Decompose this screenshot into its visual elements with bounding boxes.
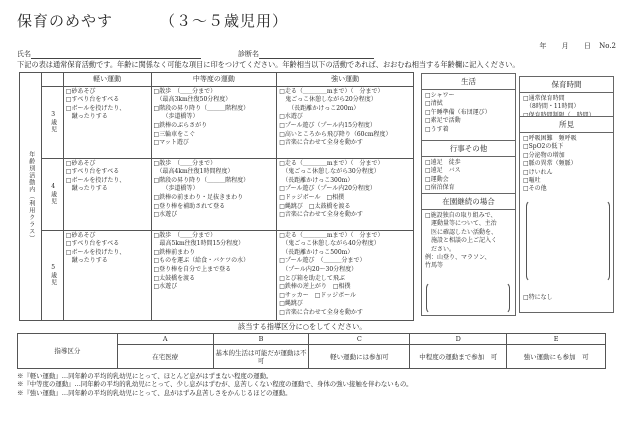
age-label: 3歳児 bbox=[41, 86, 63, 158]
checkbox-item[interactable]: □ドッジボール □相撲 bbox=[279, 193, 345, 201]
item-continuation: （鬼ごっこ休憩しながら30分程度） bbox=[279, 168, 380, 176]
item-continuation: （最高3km往復50分程度） bbox=[153, 96, 232, 104]
checkbox-item[interactable]: □清拭 bbox=[425, 100, 443, 108]
checkbox-item[interactable]: □縄跳び bbox=[279, 300, 303, 308]
checkbox-item[interactable]: □素足で活動 bbox=[425, 117, 461, 125]
item-continuation: 鬼ごっこ休憩しながら20分程度） bbox=[279, 96, 377, 104]
col-header-moderate: 中等度の運動 bbox=[151, 73, 277, 87]
diagnosis-input-line[interactable] bbox=[259, 50, 374, 59]
footnote-light: ※『軽い運動』…同年齢の平均的乳幼児にとって、ほとんど息がはずまない程度の運動。 bbox=[17, 372, 273, 380]
continuing-section bbox=[421, 193, 516, 316]
checkbox-item[interactable]: □施設独自の取り組みで、 bbox=[425, 212, 497, 219]
checkbox-item[interactable]: □サッカー □ドッジボール bbox=[279, 291, 357, 299]
checkbox-item[interactable]: □登り棒を自分で上まで登る bbox=[153, 265, 232, 273]
light-cell bbox=[63, 230, 151, 320]
guidance-desc-c[interactable]: 軽い運動には参加可 bbox=[309, 345, 410, 369]
checkbox-item[interactable]: □散歩 （＿＿分まで） bbox=[153, 231, 217, 239]
checkbox-item[interactable]: □砂あそび bbox=[65, 159, 96, 167]
example-text: 例：山登り、マラソン、 bbox=[425, 254, 491, 262]
blank-header bbox=[41, 73, 63, 87]
guidance-code-a[interactable]: A bbox=[117, 334, 213, 345]
instruction-text: 下記の表は通常保育活動です。年齢に関係なく可能な項目に印をつけてください。年齢相当以下の活動であれば、おおむね相当する年齢欄に記入ください。 bbox=[17, 60, 520, 69]
checkbox-item[interactable]: □音楽に合わせて全身を動かす bbox=[279, 211, 363, 219]
checkbox-item[interactable]: □ボールを投げたり、 bbox=[65, 176, 126, 184]
name-input-line[interactable] bbox=[31, 50, 201, 59]
checkbox-item[interactable]: □走る（＿＿＿＿mまで）（ 分まで） bbox=[279, 87, 384, 95]
diagnosis-field[interactable] bbox=[238, 49, 374, 59]
age-label: 4歳児 bbox=[41, 158, 63, 230]
strong-cell bbox=[277, 158, 414, 230]
checkbox-item[interactable]: □ボールを投げたり、 bbox=[65, 248, 126, 256]
light-cell bbox=[63, 158, 151, 230]
moderate-cell bbox=[151, 230, 277, 320]
care-hours-section bbox=[519, 76, 614, 118]
checkbox-item[interactable]: □鉄棒のぶらさがり bbox=[153, 121, 208, 129]
item-continuation: 施設と相談の上ご記入く bbox=[425, 237, 498, 245]
diagnosis-label: 診断名 bbox=[238, 50, 259, 58]
guidance-code-e[interactable]: E bbox=[507, 334, 606, 345]
item-continuation: （長距離かけっこ300m） bbox=[279, 176, 354, 184]
item-continuation: （歩道橋等） bbox=[153, 185, 199, 193]
name-field[interactable] bbox=[17, 49, 201, 59]
item-continuation: 最高5km往復1時間15分程度） bbox=[153, 240, 245, 248]
name-label: 氏名 bbox=[17, 50, 31, 58]
checkbox-item[interactable]: □午睡準備（布団運び） bbox=[425, 108, 491, 116]
life-section bbox=[421, 73, 516, 141]
guidance-code-d[interactable]: D bbox=[410, 334, 507, 345]
checkbox-item[interactable]: □鉄棒前まわり bbox=[153, 248, 196, 256]
checkbox-none[interactable]: □特になし bbox=[523, 294, 553, 301]
moderate-cell bbox=[151, 158, 277, 230]
item-continuation: 蹴ったりする bbox=[65, 185, 108, 193]
checkbox-item[interactable]: □SpO2の低下 bbox=[523, 143, 564, 151]
checkbox-item[interactable]: □嘔吐 bbox=[523, 177, 541, 185]
checkbox-item[interactable]: □プール遊び（プール内20分程度） bbox=[279, 185, 376, 193]
checkbox-item[interactable]: □登り棒を補助されて登る bbox=[153, 202, 226, 210]
checkbox-item[interactable]: □砂あそび bbox=[65, 87, 96, 95]
page-subtitle: （３～５歳児用） bbox=[160, 12, 289, 30]
guidance-desc-d[interactable]: 中程度の運動まで参加 可 bbox=[410, 345, 507, 369]
item-continuation: 蹴ったりする bbox=[65, 113, 108, 121]
guidance-desc-e[interactable]: 強い運動にも参加 可 bbox=[507, 345, 606, 369]
life-title: 生活 bbox=[422, 74, 515, 90]
continuing-write-area[interactable] bbox=[426, 282, 510, 314]
col-header-strong: 強い運動 bbox=[277, 73, 414, 87]
checkbox-item[interactable]: □宿泊保育 bbox=[425, 184, 455, 192]
item-continuation: （8時間・11時間） bbox=[523, 103, 580, 111]
item-continuation: ださい。 bbox=[425, 245, 456, 253]
guidance-desc-b[interactable]: 基本的生活は可能だが運動は不可 bbox=[213, 345, 309, 369]
findings-section bbox=[519, 116, 614, 313]
moderate-cell bbox=[151, 86, 277, 158]
table-row bbox=[20, 158, 414, 230]
checkbox-item[interactable]: □散歩 （＿＿分まで） bbox=[153, 159, 217, 167]
guidance-row-label: 指導区分 bbox=[18, 334, 118, 369]
events-title: 行事その他 bbox=[422, 141, 515, 157]
events-section bbox=[421, 140, 516, 194]
checkbox-item[interactable]: □うす着 bbox=[425, 125, 449, 133]
checkbox-item[interactable]: □鉄棒の前まわり・足抜きまわり bbox=[153, 193, 244, 201]
example-text: 竹馬等 bbox=[425, 262, 444, 270]
checkbox-item[interactable]: □プール遊び（プール内15分程度） bbox=[279, 121, 376, 129]
checkbox-item[interactable]: □水遊び bbox=[153, 283, 178, 291]
item-continuation: （長距離かけっこ500m） bbox=[279, 248, 354, 256]
checkbox-item[interactable]: □高いところから飛び降り（60cm程度） bbox=[279, 130, 392, 138]
checkbox-item[interactable]: □遠足 バス bbox=[425, 167, 461, 175]
continuing-title: 在園継続の場合 bbox=[422, 194, 515, 210]
checkbox-item[interactable]: □水遊び bbox=[153, 211, 178, 219]
table-row bbox=[20, 230, 414, 320]
age-label: 5歳児 bbox=[41, 230, 63, 320]
checkbox-item[interactable]: □音楽に合わせて全身を動かす bbox=[279, 308, 363, 316]
checkbox-item[interactable]: □とび箱を助走して飛ぶ bbox=[279, 274, 345, 282]
item-continuation: 蹴ったりする bbox=[65, 257, 108, 265]
strong-cell bbox=[277, 230, 414, 320]
item-continuation: （歩道橋等） bbox=[153, 113, 199, 121]
checkbox-item[interactable]: □通常保育時間 bbox=[523, 95, 565, 102]
findings-write-area[interactable] bbox=[526, 200, 610, 282]
light-cell bbox=[63, 86, 151, 158]
checkbox-item[interactable]: □砂あそび bbox=[65, 231, 96, 239]
item-continuation: 運動量等について、主治 bbox=[425, 220, 497, 228]
checkbox-item[interactable]: □音楽に合わせて全身を動かす bbox=[279, 139, 363, 147]
col-header-light: 軽い運動 bbox=[63, 73, 151, 87]
item-continuation: 医に確認したい活動を、 bbox=[425, 228, 498, 236]
checkbox-item[interactable]: □縄跳び □太鼓橋を渡る bbox=[279, 202, 351, 210]
checkbox-item[interactable]: □すべり台をすべる bbox=[65, 240, 120, 248]
checkbox-item[interactable]: □走る（＿＿＿＿mまで）（ 分まで） bbox=[279, 231, 384, 239]
checkbox-item[interactable]: □ものを運ぶ（給食・バケツの水） bbox=[153, 257, 250, 265]
guidance-code-b[interactable]: B bbox=[213, 334, 309, 345]
checkbox-item[interactable]: □遠足 徒歩 bbox=[425, 159, 461, 166]
checkbox-item[interactable]: □けいれん bbox=[523, 168, 553, 176]
checkbox-item[interactable]: □水遊び bbox=[279, 113, 303, 121]
checkbox-item[interactable]: □階段の昇り降り（＿＿＿階程度） bbox=[153, 104, 250, 112]
checkbox-item[interactable]: □運動会 bbox=[425, 175, 449, 183]
care-hours-title: 保育時間 bbox=[520, 77, 613, 93]
checkbox-item[interactable]: □分泌物の増加 bbox=[523, 151, 565, 159]
checkbox-item[interactable]: □シャワー bbox=[425, 92, 455, 99]
guidance-desc-a[interactable]: 在宅医療 bbox=[117, 345, 213, 369]
date-field[interactable]: 年 月 日 No.2 bbox=[539, 42, 616, 50]
checkbox-item[interactable]: □走る（＿＿＿＿mまで）（ 分まで） bbox=[279, 159, 384, 167]
checkbox-item[interactable]: □三輪車をこぐ bbox=[153, 130, 196, 138]
checkbox-item[interactable]: □すべり台をすべる bbox=[65, 168, 120, 176]
checkbox-item[interactable]: □階段の昇り降り（＿＿＿階程度） bbox=[153, 176, 250, 184]
activity-table bbox=[19, 72, 414, 321]
checkbox-item[interactable]: □鉄棒の逆上がり □相撲 bbox=[279, 283, 351, 291]
item-continuation: （鬼ごっこ休憩しながら40分程度） bbox=[279, 240, 380, 248]
checkbox-item[interactable]: □マット遊び bbox=[153, 139, 189, 147]
checkbox-item[interactable]: □その他 bbox=[523, 185, 547, 193]
guidance-table bbox=[17, 333, 606, 369]
findings-title: 所見 bbox=[520, 117, 613, 133]
checkbox-item[interactable]: □ボールを投げたり、 bbox=[65, 104, 126, 112]
item-continuation: （最高4km往復1時間程度） bbox=[153, 168, 234, 176]
checkbox-item[interactable]: □プール遊び （＿＿＿分まで） bbox=[279, 257, 366, 265]
item-continuation: （長距離かけっこ200m） bbox=[279, 104, 360, 112]
footnote-moderate: ※『中等度の運動』…同年齢の平均的乳幼児にとって、少し息がはずむが、息苦しくない程度の運動で、身体の強い接触を伴わないもの。 bbox=[17, 380, 413, 389]
guidance-code-c[interactable]: C bbox=[309, 334, 410, 345]
checkbox-item[interactable]: □呼吸困難 頻呼吸 bbox=[523, 135, 577, 142]
table-row bbox=[20, 86, 414, 158]
checkbox-item[interactable]: □太鼓橋を渡る bbox=[153, 274, 196, 282]
item-continuation: （プール内20～30分程度） bbox=[279, 265, 358, 273]
footnote-strong: ※『強い運動』…同年齢の平均的乳幼児にとって、息がはずみ息苦しさをかんじるほどの運動。 bbox=[17, 388, 292, 397]
guidance-caption: 該当する指導区分に○をしてください。 bbox=[238, 322, 367, 331]
row-group-header: 年齢別活動内（利用クラス） bbox=[20, 73, 42, 321]
checkbox-item[interactable]: □脈の異常（頻脈） bbox=[523, 160, 577, 168]
footnotes bbox=[17, 372, 413, 397]
strong-cell bbox=[277, 86, 414, 158]
checkbox-item[interactable]: □散歩 （＿＿分まで） bbox=[153, 87, 217, 95]
page-title: 保育のめやす bbox=[17, 12, 114, 30]
checkbox-item[interactable]: □すべり台をすべる bbox=[65, 96, 120, 104]
